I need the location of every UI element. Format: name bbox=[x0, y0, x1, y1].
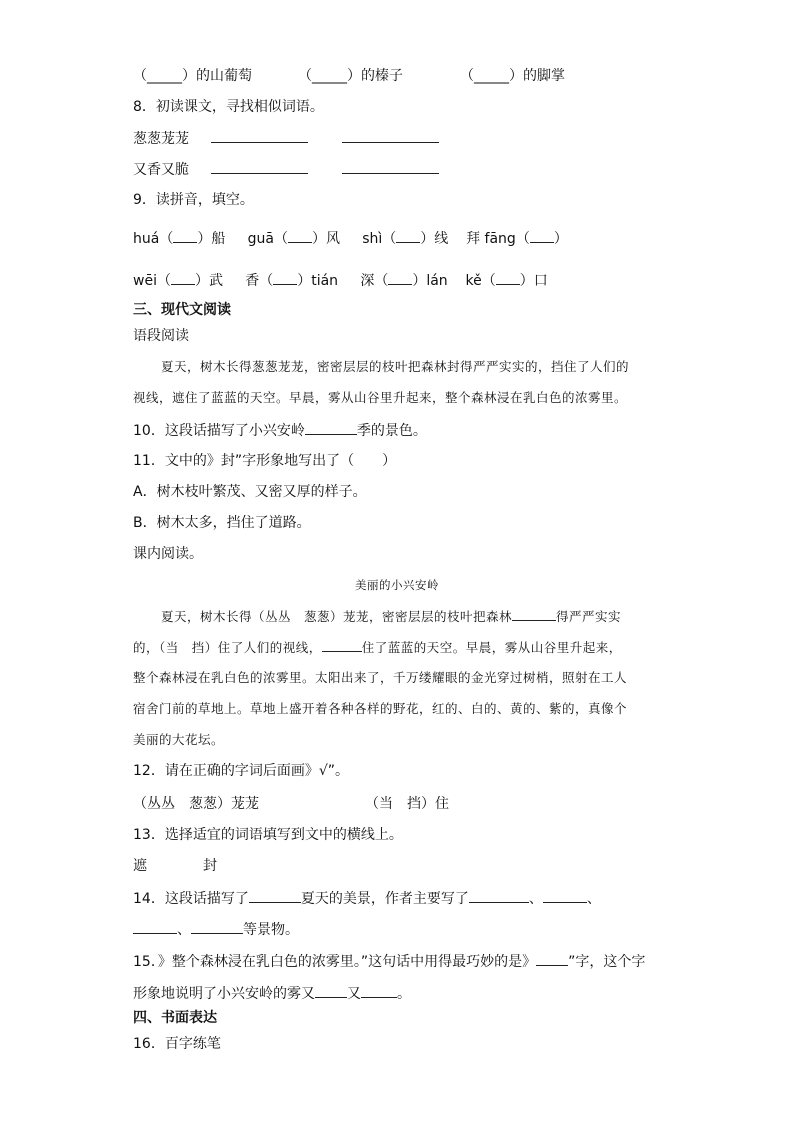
answer-line[interactable] bbox=[361, 983, 397, 998]
passage-2-line: 美丽的大花坛。 bbox=[133, 732, 225, 747]
section-3-heading: 三、现代文阅读 bbox=[133, 302, 231, 318]
blank[interactable]: （_____） bbox=[133, 68, 196, 84]
passage-text: 住了蓝蓝的天空。早晨，雾从山谷里升起来， bbox=[361, 640, 622, 655]
pinyin: kě bbox=[465, 273, 482, 289]
paren: （ bbox=[156, 273, 171, 289]
answer-line[interactable] bbox=[342, 159, 439, 174]
answer-line[interactable] bbox=[469, 888, 529, 903]
blank[interactable] bbox=[173, 228, 197, 243]
pinyin-row-2 bbox=[133, 270, 548, 291]
word: 葱葱茏茏 bbox=[133, 131, 189, 147]
question-text: 14．这段话描写了 bbox=[133, 891, 249, 907]
answer-line[interactable] bbox=[191, 919, 243, 934]
separator: 、 bbox=[177, 922, 191, 938]
paren: ） bbox=[519, 273, 534, 289]
question-16-title: 16．百字练笔 bbox=[133, 1036, 221, 1052]
answer-line[interactable] bbox=[133, 919, 177, 934]
answer-line[interactable] bbox=[512, 606, 556, 621]
passage-text: 的，（当 挡）住了人们的视线， bbox=[133, 640, 322, 655]
answer-line[interactable] bbox=[211, 128, 308, 143]
question-14-line2 bbox=[133, 919, 299, 940]
question-text: 夏天的美景，作者主要写了 bbox=[300, 891, 469, 907]
answer-line[interactable] bbox=[543, 888, 587, 903]
question-15-line2 bbox=[133, 983, 411, 1004]
section-4-heading: 四、书面表达 bbox=[133, 1010, 217, 1026]
question-text: 等景物。 bbox=[243, 922, 299, 938]
question-text: ”字，这个字 bbox=[568, 954, 646, 970]
passage-2-line: 整个森林浸在乳白色的浓雾里。太阳出来了，千万缕耀眼的金光穿过树梢，照射在工人 bbox=[133, 670, 628, 685]
passage-text: 夏天，树木长得（丛丛 葱葱）茏茏，密密层层的枝叶把森林 bbox=[161, 609, 513, 624]
phrase: 的山葡萄 bbox=[196, 68, 252, 84]
fill-row-adjectives bbox=[133, 66, 565, 86]
answer-line[interactable] bbox=[315, 983, 347, 998]
passage-2-line: 宿舍门前的草地上。草地上盛开着各种各样的野花，红的、白的、黄的、紫的，真像个 bbox=[133, 701, 628, 716]
separator: 、 bbox=[586, 891, 601, 907]
blank[interactable] bbox=[530, 228, 554, 243]
question-10 bbox=[133, 420, 427, 441]
pinyin-row-1 bbox=[133, 228, 568, 249]
word-choice[interactable]: 封 bbox=[203, 858, 217, 874]
passage-2-line bbox=[161, 606, 621, 627]
answer-line[interactable] bbox=[536, 951, 568, 966]
question-8-title: 8．初读课文，寻找相似词语。 bbox=[133, 99, 324, 115]
question-8-row2 bbox=[133, 159, 439, 180]
passage-2-line bbox=[133, 637, 622, 658]
char: 深 bbox=[360, 273, 375, 289]
paren: ） bbox=[194, 273, 209, 289]
paren: ） bbox=[412, 273, 427, 289]
question-12-options bbox=[133, 794, 449, 814]
pinyin: wēi bbox=[133, 273, 157, 289]
question-text: 10．这段话描写了小兴安岭 bbox=[133, 423, 305, 439]
blank[interactable] bbox=[396, 228, 420, 243]
blank[interactable] bbox=[496, 270, 520, 285]
question-text: 形象地说明了小兴安岭的雾又 bbox=[133, 986, 315, 1002]
option-a[interactable]: A．树木枝叶繁茂、又密又厚的样子。 bbox=[133, 484, 367, 500]
paren: ） bbox=[311, 231, 326, 247]
paren: （ bbox=[481, 273, 496, 289]
question-text: 15．》整个森林浸在乳白色的浓雾里。”这句话中用得最巧妙的是》 bbox=[133, 954, 537, 970]
paren: （ bbox=[382, 231, 397, 247]
paren: （ bbox=[374, 273, 389, 289]
question-14-line1 bbox=[133, 888, 601, 909]
char: 线 bbox=[434, 231, 449, 247]
paren: ） bbox=[297, 273, 312, 289]
question-9-title: 9．读拼音，填空。 bbox=[133, 192, 254, 208]
question-11-title: 11．文中的》封”字形象地写出了（ ） bbox=[133, 453, 397, 469]
passage-text: 得严严实实 bbox=[556, 609, 622, 624]
passage-1-line: 视线，遮住了蓝蓝的天空。早晨，雾从山谷里升起来，整个森林浸在乳白色的浓雾里。 bbox=[133, 390, 628, 405]
question-text: 。 bbox=[397, 986, 411, 1002]
blank[interactable]: （_____） bbox=[298, 68, 361, 84]
question-text: 季的景色。 bbox=[356, 423, 427, 439]
answer-line[interactable] bbox=[342, 128, 439, 143]
char: 船 bbox=[211, 231, 226, 247]
passage-title: 美丽的小兴安岭 bbox=[355, 578, 439, 592]
blank[interactable]: （_____） bbox=[460, 68, 523, 84]
paren: ） bbox=[553, 231, 568, 247]
blank[interactable] bbox=[288, 228, 312, 243]
answer-line[interactable] bbox=[322, 637, 362, 652]
phrase: 的榛子 bbox=[361, 68, 403, 84]
paren: （ bbox=[159, 231, 174, 247]
paren: ） bbox=[420, 231, 435, 247]
separator: 、 bbox=[528, 891, 543, 907]
word: 又香又脆 bbox=[133, 162, 189, 178]
pinyin: shì bbox=[362, 231, 383, 247]
pinyin: fāng bbox=[484, 231, 516, 247]
question-13-words bbox=[133, 856, 217, 876]
question-12-title: 12．请在正确的字词后面画》√”。 bbox=[133, 763, 349, 779]
word-choice[interactable]: 遮 bbox=[133, 858, 147, 874]
option[interactable]: （丛丛 葱葱）茏茏 bbox=[133, 796, 259, 812]
pinyin: huá bbox=[133, 231, 160, 247]
answer-line[interactable] bbox=[249, 888, 301, 903]
pinyin: tián bbox=[311, 273, 339, 289]
blank[interactable] bbox=[273, 270, 297, 285]
question-8-row1 bbox=[133, 128, 439, 149]
blank[interactable] bbox=[171, 270, 195, 285]
question-text: 又 bbox=[347, 986, 361, 1002]
pinyin: guā bbox=[247, 231, 274, 247]
char: 风 bbox=[325, 231, 340, 247]
section-3-subheading: 语段阅读 bbox=[133, 328, 189, 344]
question-15-line1 bbox=[133, 951, 645, 972]
blank[interactable] bbox=[388, 270, 412, 285]
paren: （ bbox=[259, 273, 274, 289]
option-b[interactable]: B．树木太多，挡住了道路。 bbox=[133, 515, 311, 531]
char: 武 bbox=[208, 273, 223, 289]
paren: （ bbox=[515, 231, 530, 247]
pinyin: lán bbox=[426, 273, 448, 289]
question-13-title: 13．选择适宜的词语填写到文中的横线上。 bbox=[133, 827, 403, 843]
option[interactable]: （当 挡）住 bbox=[365, 796, 449, 812]
char: 香 bbox=[245, 273, 260, 289]
phrase: 的脚掌 bbox=[523, 68, 565, 84]
passage-1-line: 夏天，树木长得葱葱茏茏，密密层层的枝叶把森林封得严严实实的，挡住了人们的 bbox=[161, 359, 630, 374]
answer-line[interactable] bbox=[211, 159, 308, 174]
in-class-reading-label: 课内阅读。 bbox=[133, 546, 203, 562]
paren: （ bbox=[273, 231, 288, 247]
paren: ） bbox=[197, 231, 212, 247]
char: 口 bbox=[533, 273, 548, 289]
answer-line[interactable] bbox=[305, 420, 357, 435]
char: 拜 bbox=[466, 231, 481, 247]
